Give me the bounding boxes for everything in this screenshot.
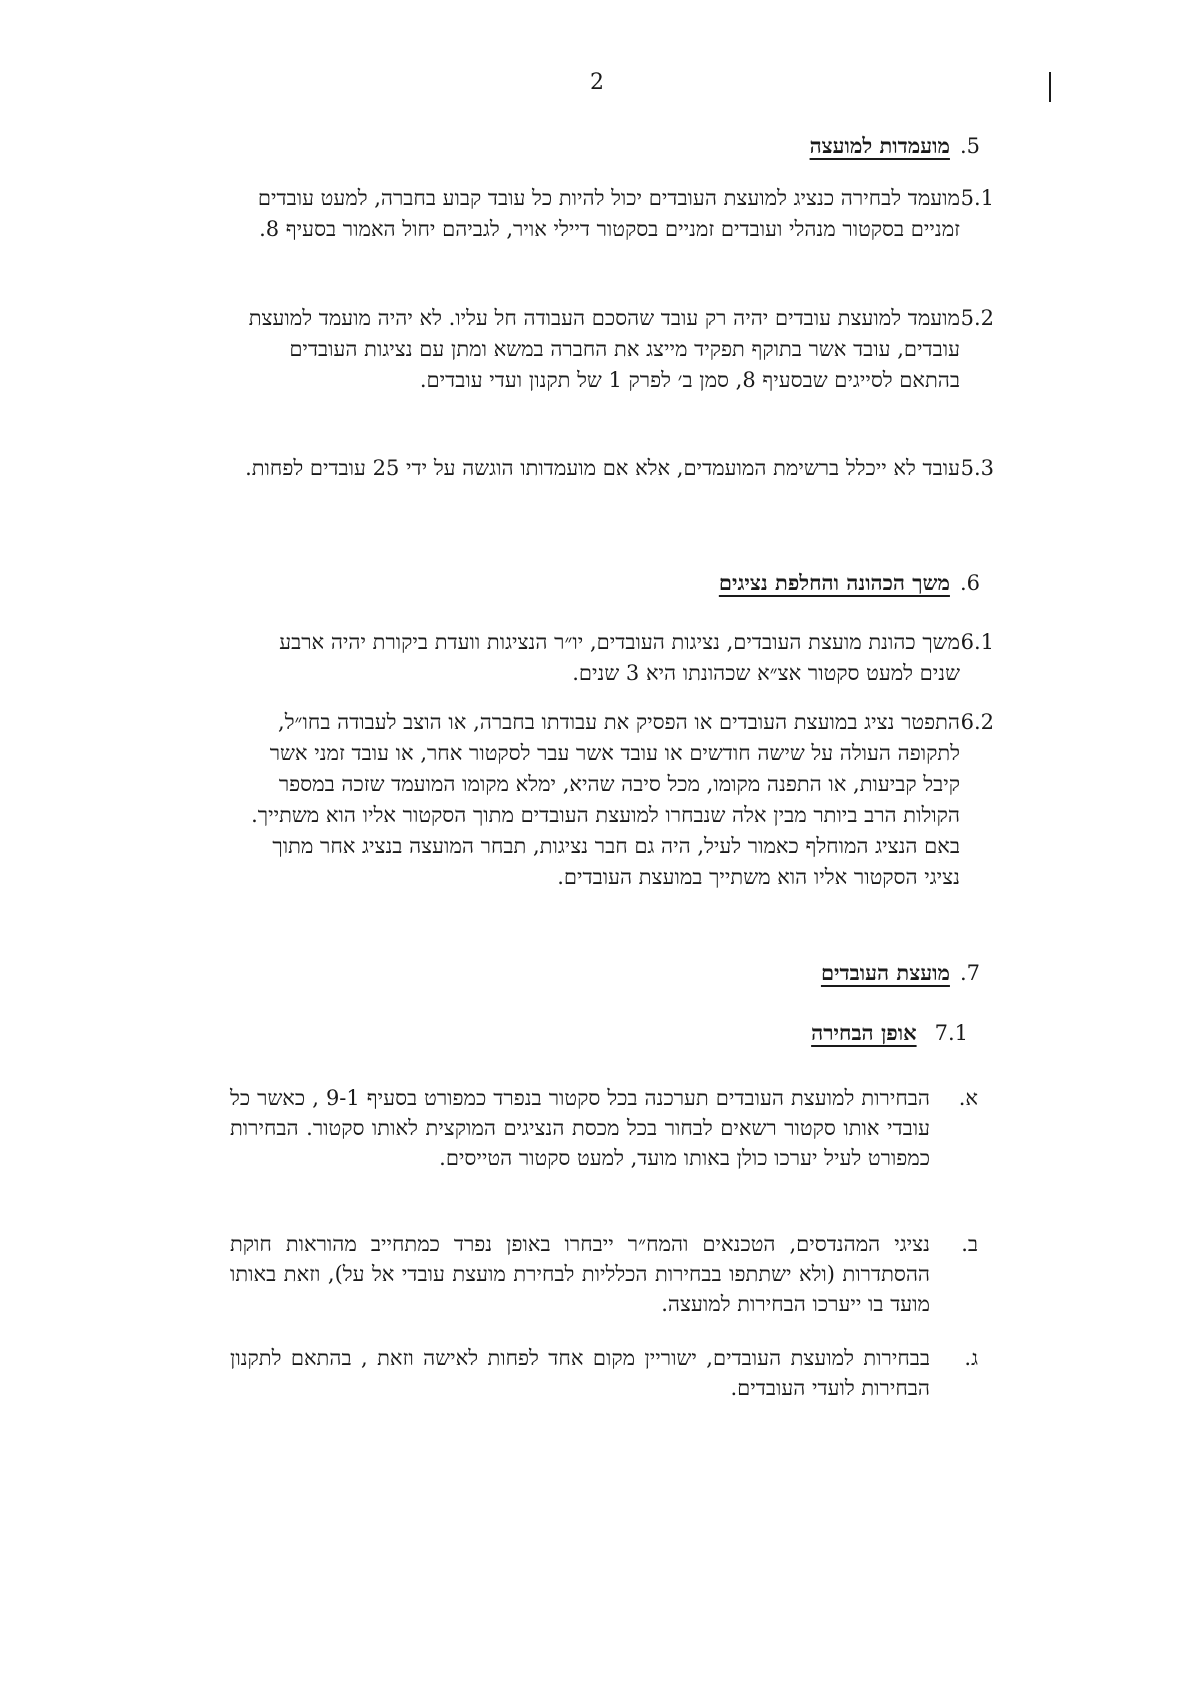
paragraph-5-2 [242, 303, 994, 396]
section-7-heading [821, 960, 980, 986]
section-7-title: מועצת העובדים [820, 960, 950, 985]
subsection-7-1-title: אופן הבחירה [811, 1020, 917, 1045]
list-marker: ג. [964, 1346, 978, 1370]
section-5-heading [810, 133, 980, 159]
list-marker: ב. [961, 1232, 978, 1256]
paragraph-text: התפטר נציג במועצת העובדים או הפסיק את עבודתו בחברה, או הוצב לעבודה בחו״ל, לתקופה העולה על שישה חודשים או עובד אשר עבר לסקטור אחר, או עובד זמני אשר קיבל קביעות, או התפנה מקומו, מכל סיבה שהיא, ימלא מקומו המועמד שזכה במספר הקולות הרב ביותר מבין אלה שנבחרו למועצת העובדים מתוך הסקטור אליו הוא משתייך. באם הנציג המוחלף כאמור לעיל, היה גם חבר נציגות, תבחר המועצה בנציג אחר מתוך נציגי הסקטור אליו הוא משתייך במועצת העובדים. [251, 710, 960, 889]
paragraph-6-1 [242, 627, 994, 689]
section-6-number: 6. [959, 571, 980, 595]
paragraph-text: מועמד למועצת עובדים יהיה רק עובד שהסכם העבודה חל עליו. לא יהיה מועמד למועצת עובדים, עובד אשר בתוקף תפקיד מייצג את החברה במשא ומתן עם נציגות העובדים בהתאם לסייגים שבסעיף 8, סמן ב׳ לפרק 1 של תקנון ועדי עובדים. [248, 306, 960, 392]
list-item-bet [230, 1229, 978, 1319]
subsection-7-1-number: 7.1 [934, 1021, 968, 1045]
list-item-text: נציגי המהנדסים, הטכנאים והמח״ר ייבחרו באופן נפרד כמתחייב מהוראות חוקת ההסתדרות (ולא ישתתפו בבחירות הכלליות לבחירת מועצת עובדי אל על), וזאת באותו מועד בו ייערכו הבחירות למועצה. [230, 1232, 930, 1316]
paragraph-5-1 [242, 183, 994, 245]
list-item-text: הבחירות למועצת העובדים תערכנה בכל סקטור בנפרד כמפורט בסעיף 9-1 , כאשר כל עובדי אותו סקטור רשאים לבחור בכל מכסת הנציגים המוקצית לאותו סקטור. הבחירות כמפורט לעיל יערכו כולן באותו מועד, למעט סקטור הטייסים. [230, 1086, 930, 1170]
section-6-title: משך הכהונה והחלפת נציגים [718, 570, 950, 595]
paragraph-6-2 [242, 707, 994, 893]
paragraph-text: משך כהונת מועצת העובדים, נציגות העובדים, יו״ר הנציגות וועדת ביקורת יהיה ארבע שנים למעט סקטור אצ״א שכהונתו היא 3 שנים. [279, 630, 960, 685]
list-marker: א. [958, 1086, 978, 1110]
paragraph-text: עובד לא ייכלל ברשימת המועמדים, אלא אם מועמדותו הוגשה על ידי 25 עובדים לפחות. [245, 456, 960, 480]
paragraph-text: מועמד לבחירה כנציג למועצת העובדים יכול להיות כל עובד קבוע בחברה, למעט עובדים זמניים בסקטור מנהלי ועובדים זמניים בסקטור דיילי אויר, לגביהם יחול האמור בסעיף 8. [257, 186, 960, 241]
paragraph-number: 6.1 [960, 630, 994, 654]
section-7-number: 7. [959, 961, 980, 985]
margin-change-bar [1049, 72, 1051, 102]
section-5-title: מועמדות למועצה [809, 133, 950, 158]
list-item-gimel [230, 1343, 978, 1403]
section-5-number: 5. [959, 134, 980, 158]
paragraph-number: 6.2 [960, 710, 994, 734]
section-6-heading [719, 570, 980, 596]
paragraph-number: 5.3 [960, 456, 994, 480]
paragraph-number: 5.2 [960, 306, 994, 330]
paragraph-number: 5.1 [960, 186, 994, 210]
paragraph-5-3 [242, 453, 994, 484]
list-item-alef [230, 1083, 978, 1173]
list-item-text: בבחירות למועצת העובדים, ישוריין מקום אחד לפחות לאישה וזאת , בהתאם לתקנון הבחירות לועדי העובדים. [230, 1346, 930, 1400]
subsection-7-1-heading [811, 1020, 968, 1046]
page-number: 2 [590, 70, 604, 95]
